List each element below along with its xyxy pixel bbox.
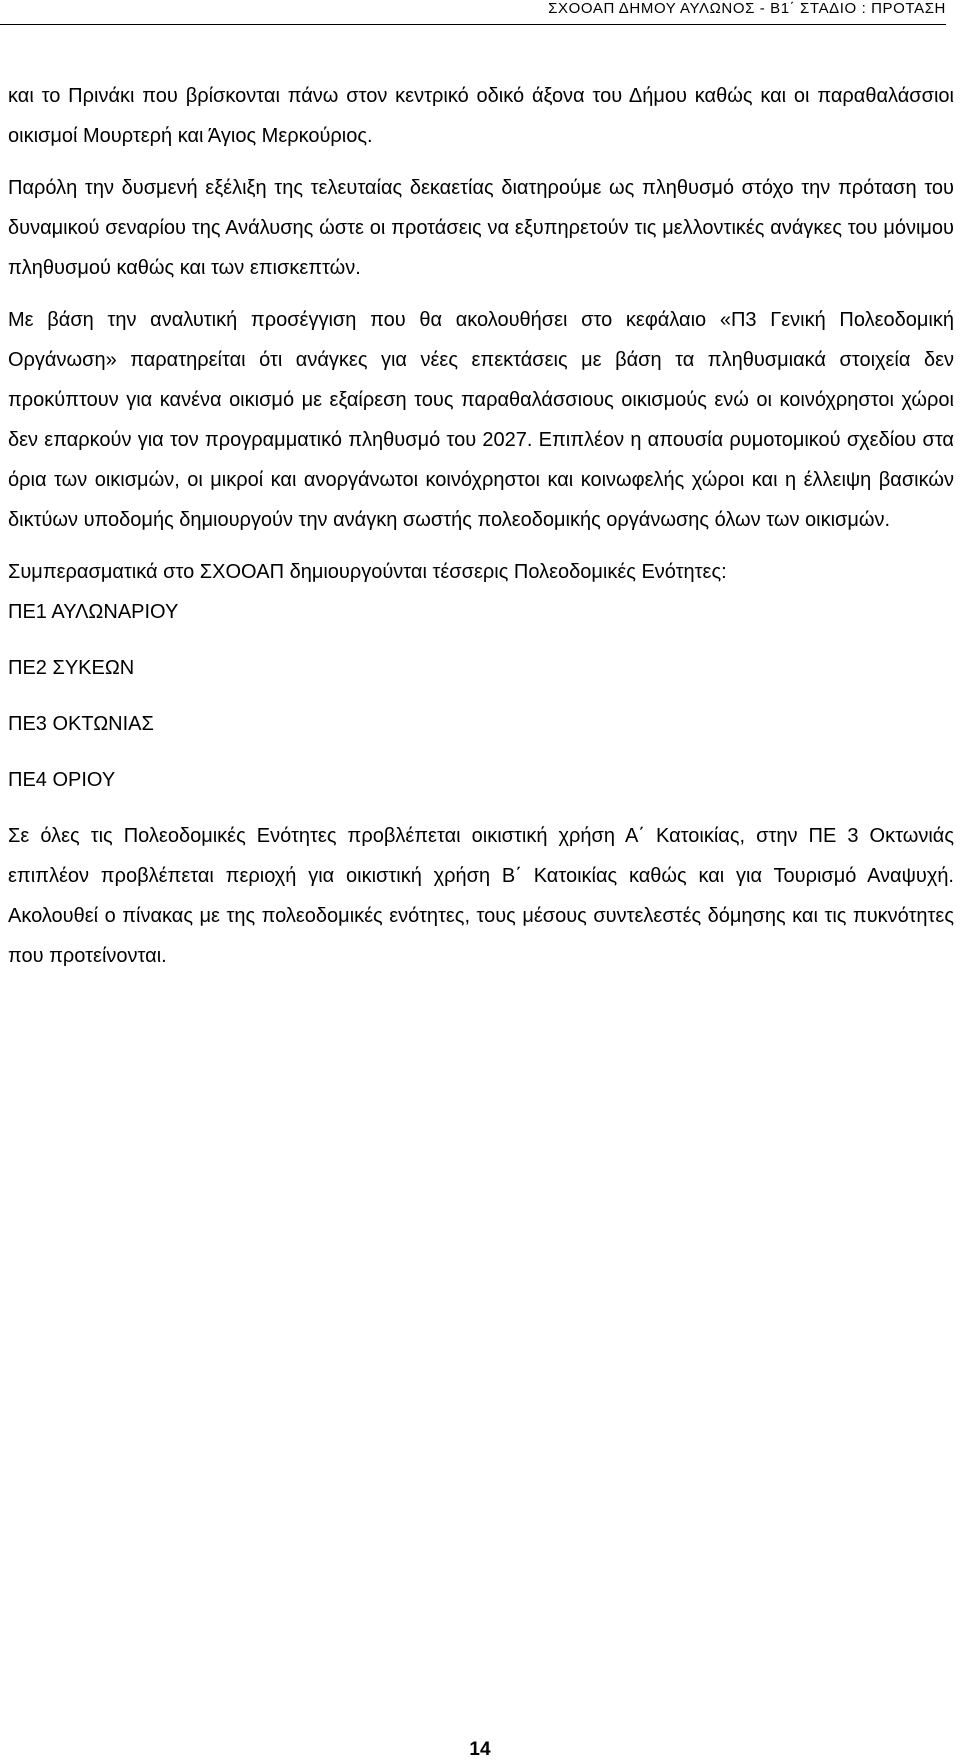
unit-2: ΠΕ2 ΣΥΚΕΩΝ [8,657,135,679]
unit-4: ΠΕ4 ΟΡΙΟΥ [8,769,116,791]
unit-3: ΠΕ3 ΟΚΤΩΝΙΑΣ [8,713,154,735]
paragraph-3: Με βάση την αναλυτική προσέγγιση που θα ακολουθήσει στο κεφάλαιο «Π3 Γενική Πολεοδομική Οργάνωση» παρατηρείται ότι ανάγκες για νέες επεκτάσεις με βάση τα πληθυσμιακά στοιχεία δεν προκύπτουν για κανένα οικισμό με εξαίρεση τους παραθαλάσσιους οικισμούς ενώ οι κοινόχρηστοι χώροι δεν επαρκούν για τον προγραμματικό πληθυσμό του 2027. Επιπλέον η απουσία ρυμοτομικού σχεδίου στα όρια των οικισμών, οι μικροί και ανοργάνωτοι κοινόχρηστοι και κοινωφελής χώροι και η έλλειψη βασικών δικτύων υποδομής δημιουργούν την ανάγκη σωστής πολεοδομικής οργάνωσης όλων των οικισμών. [8,309,954,531]
page-number: 14 [469,1739,491,1760]
paragraph-2: Παρόλη την δυσμενή εξέλιξη της τελευταίας δεκαετίας διατηρούμε ως πληθυσμό στόχο την πρόταση του δυναμικού σεναρίου της Ανάλυσης ώστε οι προτάσεις να εξυπηρετούν τις μελλοντικές ανάγκες του μόνιμου πληθυσμού καθώς και των επισκεπτών. [8,177,954,279]
paragraph-1: και το Πρινάκι που βρίσκονται πάνω στον κεντρικό οδικό άξονα του Δήμου καθώς και οι παραθαλάσσιοι οικισμοί Μουρτερή και Άγιος Μερκούριος. [8,85,954,147]
paragraph-5: Σε όλες τις Πολεοδομικές Ενότητες προβλέπεται οικιστική χρήση Α΄ Κατοικίας, στην ΠΕ 3 Οκτωνιάς επιπλέον προβλέπεται περιοχή για οικιστική χρήση Β΄ Κατοικίας καθώς και για Τουρισμό Αναψυχή. Ακολουθεί ο πίνακας με της πολεοδομικές ενότητες, τους μέσους συντελεστές δόμησης και τις πυκνότητες που προτείνονται. [8,825,954,967]
running-header [0,0,946,25]
paragraph-4: Συμπερασματικά στο ΣΧΟΟΑΠ δημιουργούνται τέσσερις Πολεοδομικές Ενότητες: [8,561,727,583]
header-title: ΣΧΟΟΑΠ ΔΗΜΟΥ ΑΥΛΩΝΟΣ - Β1΄ ΣΤΑΔΙΟ : ΠΡΟΤΑΣΗ [548,0,946,17]
unit-1: ΠΕ1 ΑΥΛΩΝΑΡΙΟΥ [8,601,179,623]
document-body [8,76,954,976]
